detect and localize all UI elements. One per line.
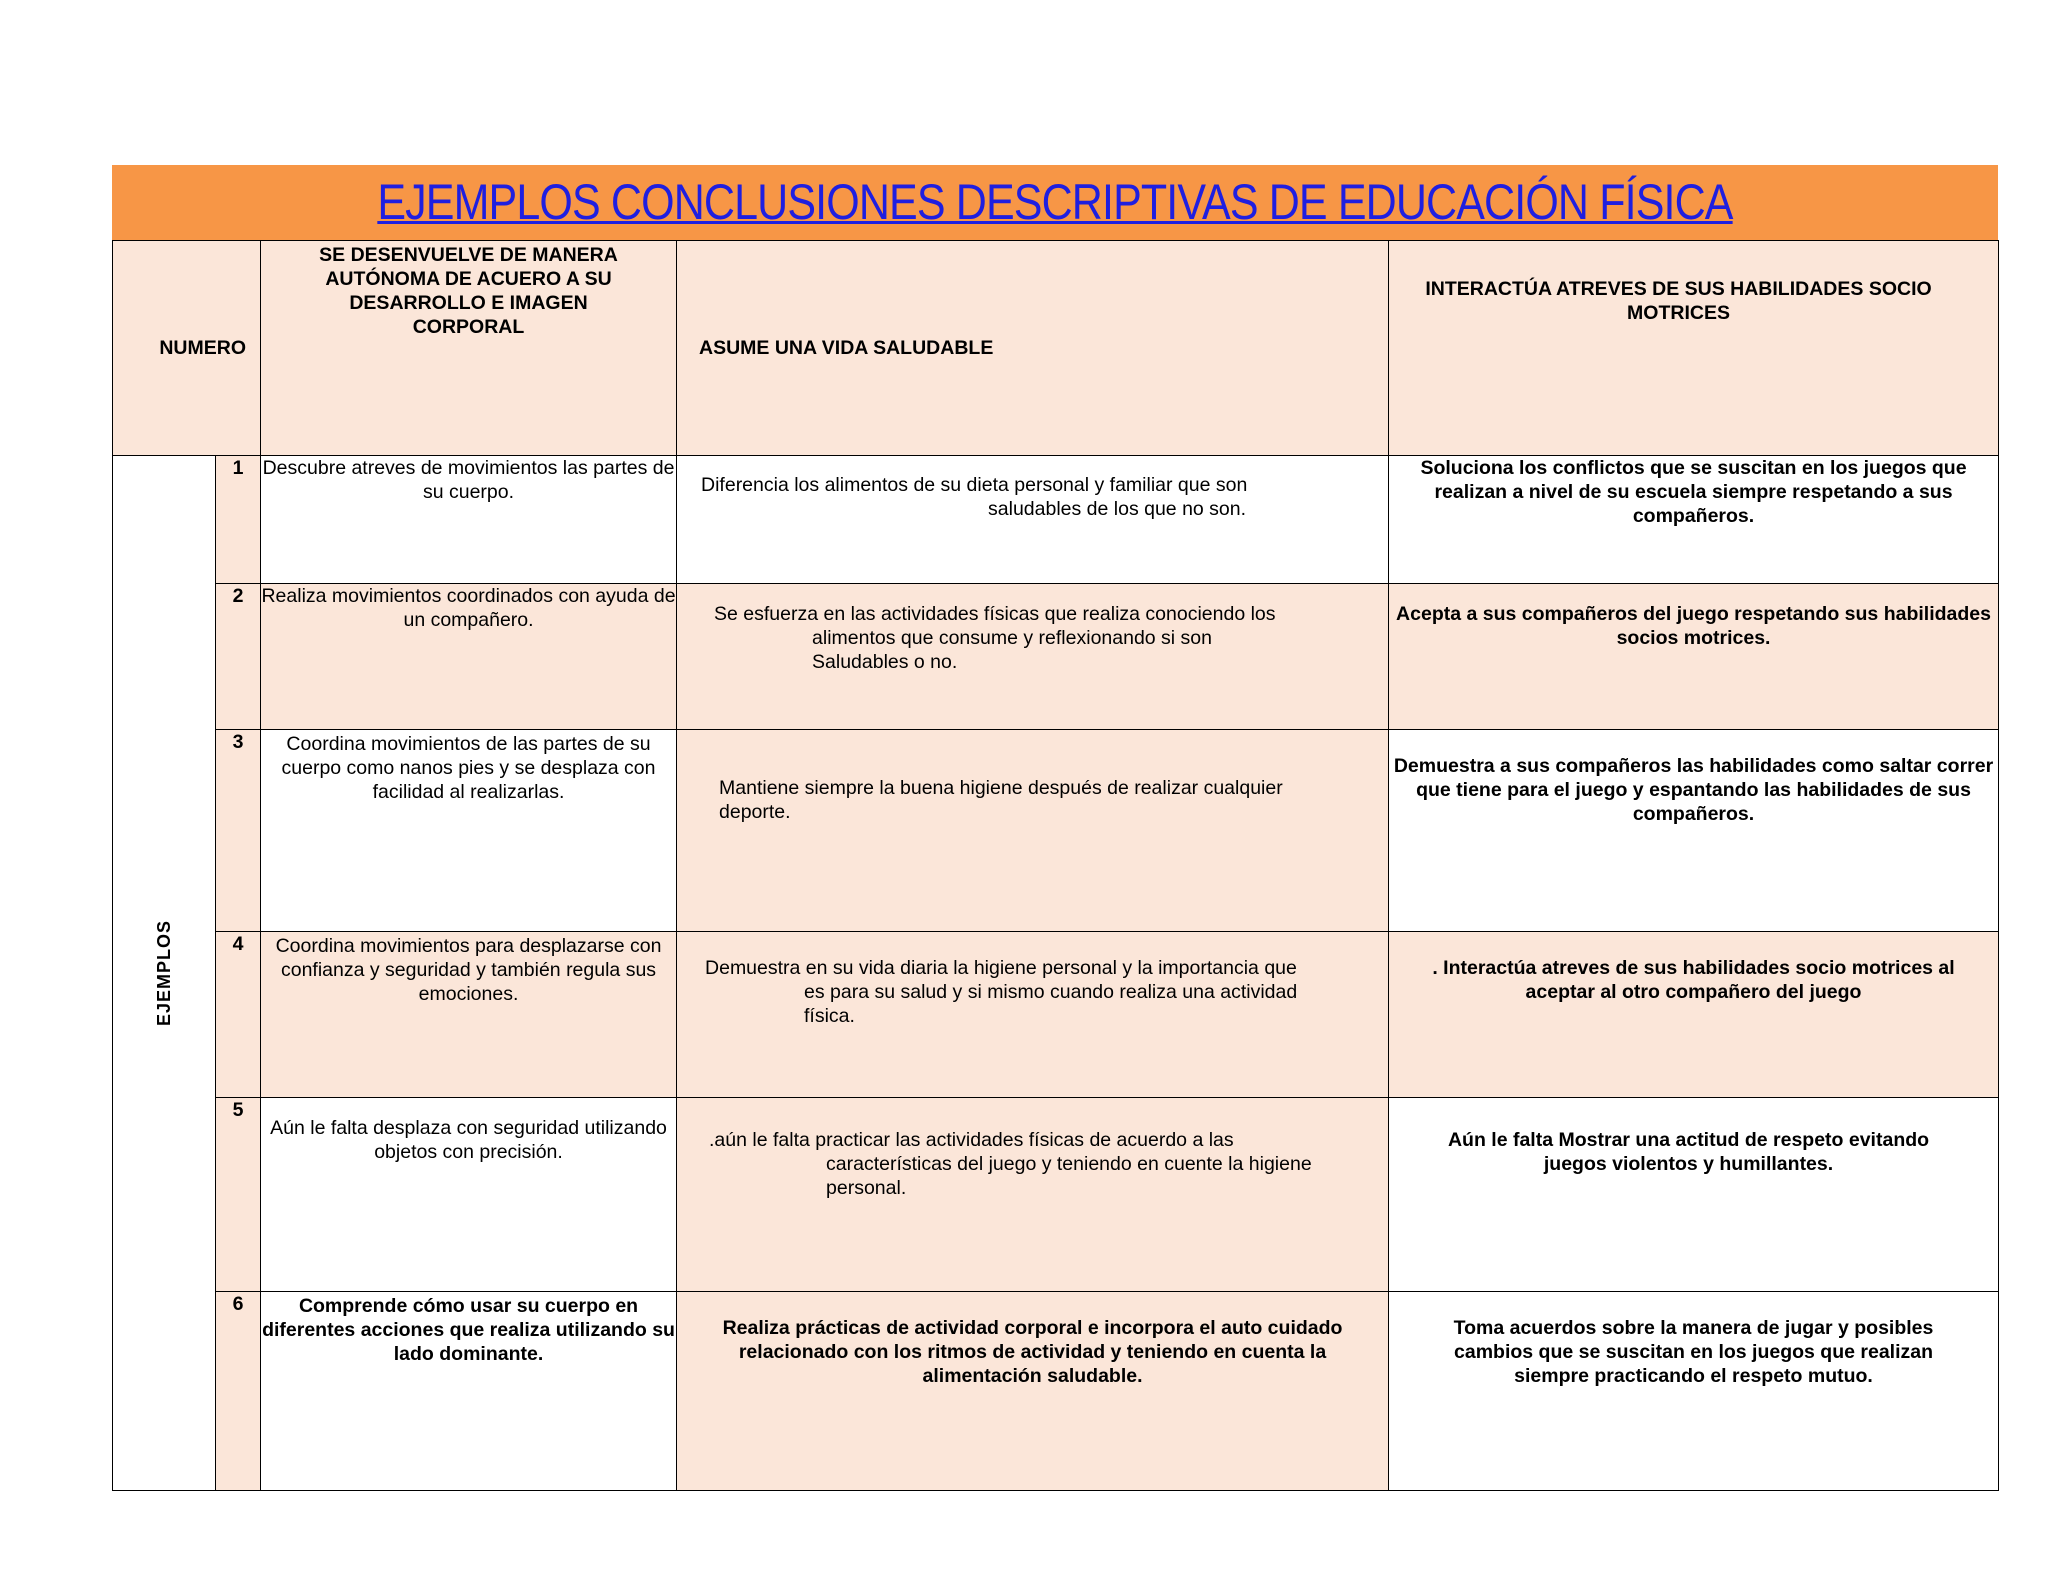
cell-habilidades: Aún le falta Mostrar una actitud de respeto evitando juegos violentos y humillantes. xyxy=(1389,1098,1999,1292)
table-row xyxy=(113,456,1999,584)
table-row xyxy=(113,1292,1999,1491)
table-row xyxy=(113,932,1999,1098)
row-number: 6 xyxy=(216,1292,261,1491)
cell-habilidades: Demuestra a sus compañeros las habilidades como saltar correr que tiene para el juego y espantando las habilidades de sus compañeros. xyxy=(1389,730,1999,932)
cell-text-line: alimentos que consume y reflexionando si son Saludables o no. xyxy=(812,627,1212,673)
row-number: 5 xyxy=(216,1098,261,1292)
group-label: EJEMPLOS xyxy=(154,919,174,1027)
group-label-cell xyxy=(113,456,216,1491)
row-number: 3 xyxy=(216,730,261,932)
cell-habilidades: . Interactúa atreves de sus habilidades socio motrices al aceptar al otro compañero del juego xyxy=(1389,932,1999,1098)
cell-autonomia: Comprende cómo usar su cuerpo en diferentes acciones que realiza utilizando su lado dominante. xyxy=(261,1292,677,1491)
cell-autonomia: Realiza movimientos coordinados con ayuda de un compañero. xyxy=(261,584,677,730)
table-row xyxy=(113,584,1999,730)
cell-text-line: es para su salud y si mismo cuando realiza una actividad física. xyxy=(804,981,1298,1027)
document-title: EJEMPLOS CONCLUSIONES DESCRIPTIVAS DE EDUCACIÓN FÍSICA xyxy=(377,174,1733,230)
table-row xyxy=(113,1098,1999,1292)
header-autonomia: SE DESENVUELVE DE MANERA AUTÓNOMA DE ACUERO A SU DESARROLLO E IMAGEN CORPORAL xyxy=(261,241,677,456)
header-vida-saludable: ASUME UNA VIDA SALUDABLE xyxy=(677,241,1389,456)
cell-text-line: Diferencia los alimentos de su dieta personal y familiar que son xyxy=(701,474,1248,496)
cell-vida-saludable: Realiza prácticas de actividad corporal e incorpora el auto cuidado relacionado con los ritmos de actividad y teniendo en cuenta la alimentación saludable. xyxy=(677,1292,1389,1491)
cell-text-line: Mantiene siempre la buena higiene después de realizar cualquier deporte. xyxy=(719,777,1283,823)
header-numero: NUMERO xyxy=(113,241,261,456)
cell-autonomia: Coordina movimientos de las partes de su cuerpo como nanos pies y se desplaza con facilidad al realizarlas. xyxy=(261,730,677,932)
header-row xyxy=(113,241,1999,456)
title-bar xyxy=(112,165,1998,240)
cell-habilidades: Soluciona los conflictos que se suscitan en los juegos que realizan a nivel de su escuela siempre respetando a sus compañeros. xyxy=(1389,456,1999,584)
table-row xyxy=(113,730,1999,932)
cell-vida-saludable xyxy=(677,1098,1389,1292)
cell-vida-saludable xyxy=(677,456,1389,584)
cell-habilidades: Toma acuerdos sobre la manera de jugar y posibles cambios que se suscitan en los juegos que realizan siempre practicando el respeto mutuo. xyxy=(1389,1292,1999,1491)
header-habilidades: INTERACTÚA ATREVES DE SUS HABILIDADES SOCIO MOTRICES xyxy=(1389,241,1999,456)
cell-vida-saludable xyxy=(677,932,1389,1098)
cell-vida-saludable xyxy=(677,584,1389,730)
cell-autonomia: Descubre atreves de movimientos las partes de su cuerpo. xyxy=(261,456,677,584)
cell-vida-saludable xyxy=(677,730,1389,932)
cell-habilidades: Acepta a sus compañeros del juego respetando sus habilidades socios motrices. xyxy=(1389,584,1999,730)
cell-text-line: .aún le falta practicar las actividades físicas de acuerdo a las xyxy=(709,1129,1234,1151)
row-number: 1 xyxy=(216,456,261,584)
row-number: 2 xyxy=(216,584,261,730)
cell-autonomia: Coordina movimientos para desplazarse con confianza y seguridad y también regula sus emociones. xyxy=(261,932,677,1098)
cell-text-line: Demuestra en su vida diaria la higiene personal y la importancia que xyxy=(705,957,1297,979)
conclusions-table xyxy=(112,240,1999,1491)
cell-text-line: saludables de los que no son. xyxy=(988,498,1247,520)
cell-text-line: características del juego y teniendo en cuente la higiene personal. xyxy=(826,1153,1312,1199)
row-number: 4 xyxy=(216,932,261,1098)
cell-autonomia: Aún le falta desplaza con seguridad utilizando objetos con precisión. xyxy=(261,1098,677,1292)
cell-text-line: Se esfuerza en las actividades físicas que realiza conociendo los xyxy=(714,603,1276,625)
